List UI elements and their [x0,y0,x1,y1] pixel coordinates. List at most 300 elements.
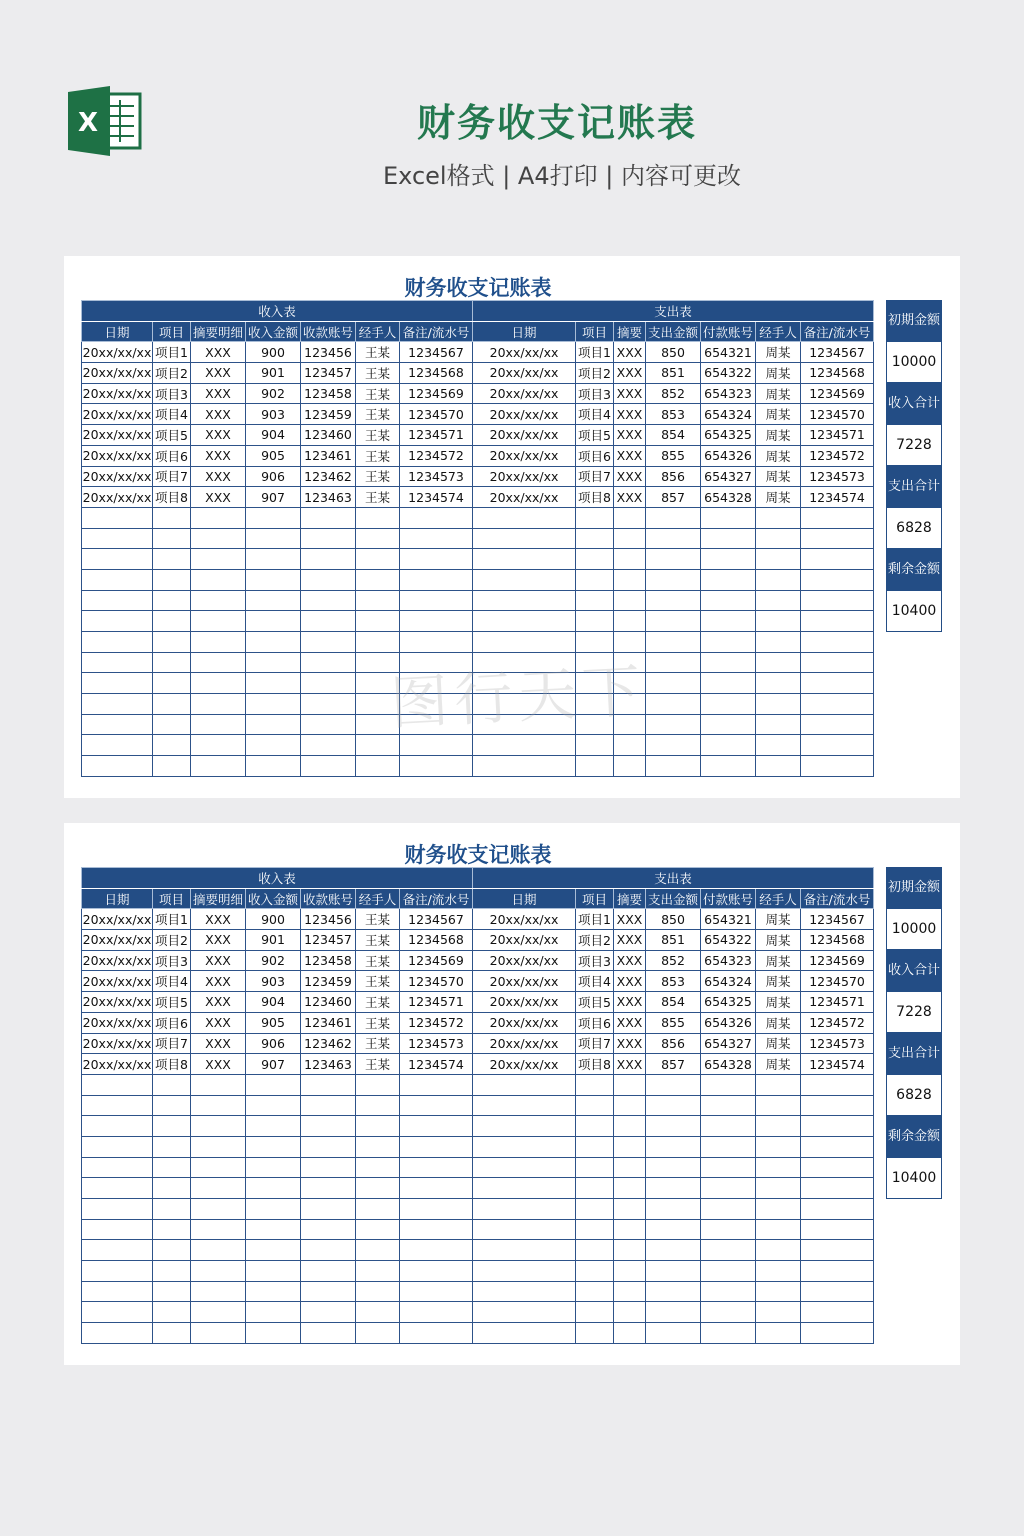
empty-cell[interactable] [473,1240,576,1261]
empty-cell[interactable] [153,549,191,570]
expense-cell[interactable]: 项目4 [576,404,614,425]
empty-cell[interactable] [356,528,400,549]
income-cell[interactable]: 王某 [356,971,400,992]
expense-cell[interactable]: 周某 [756,950,801,971]
empty-cell[interactable] [356,1302,400,1323]
income-cell[interactable]: 900 [246,342,301,363]
income-cell[interactable]: 20xx/xx/xx [82,466,153,487]
income-cell[interactable]: 王某 [356,909,400,930]
expense-cell[interactable]: 20xx/xx/xx [473,445,576,466]
empty-cell[interactable] [701,1157,756,1178]
income-cell[interactable]: 王某 [356,342,400,363]
empty-cell[interactable] [701,569,756,590]
empty-cell[interactable] [614,611,646,632]
expense-cell[interactable]: 654323 [701,383,756,404]
empty-cell[interactable] [301,1261,356,1282]
empty-cell[interactable] [82,1157,153,1178]
expense-cell[interactable]: 1234572 [801,1012,874,1033]
empty-cell[interactable] [473,735,576,756]
income-cell[interactable]: 1234574 [400,1054,473,1075]
expense-cell[interactable]: 1234573 [801,1033,874,1054]
expense-cell[interactable]: XXX [614,404,646,425]
empty-cell[interactable] [400,756,473,777]
empty-cell[interactable] [301,1157,356,1178]
empty-cell[interactable] [191,1095,246,1116]
income-cell[interactable]: 20xx/xx/xx [82,363,153,384]
empty-cell[interactable] [246,528,301,549]
income-cell[interactable]: 901 [246,930,301,951]
income-cell[interactable]: 905 [246,1012,301,1033]
empty-cell[interactable] [576,611,614,632]
empty-cell[interactable] [191,507,246,528]
empty-cell[interactable] [756,1302,801,1323]
expense-cell[interactable]: 20xx/xx/xx [473,383,576,404]
expense-cell[interactable]: 855 [646,445,701,466]
expense-cell[interactable]: XXX [614,363,646,384]
empty-cell[interactable] [646,1157,701,1178]
expense-cell[interactable]: 20xx/xx/xx [473,363,576,384]
income-cell[interactable]: 王某 [356,1012,400,1033]
empty-cell[interactable] [246,1157,301,1178]
empty-cell[interactable] [246,1240,301,1261]
empty-cell[interactable] [646,652,701,673]
income-cell[interactable]: 王某 [356,363,400,384]
expense-cell[interactable]: 项目1 [576,909,614,930]
empty-cell[interactable] [576,590,614,611]
empty-cell[interactable] [301,549,356,570]
expense-cell[interactable]: 项目7 [576,1033,614,1054]
empty-cell[interactable] [576,1178,614,1199]
expense-cell[interactable]: 1234567 [801,342,874,363]
expense-cell[interactable]: XXX [614,971,646,992]
empty-cell[interactable] [82,1219,153,1240]
income-cell[interactable]: 1234567 [400,909,473,930]
income-cell[interactable]: 王某 [356,425,400,446]
empty-cell[interactable] [646,1219,701,1240]
empty-cell[interactable] [246,1219,301,1240]
expense-cell[interactable]: 项目6 [576,445,614,466]
empty-cell[interactable] [756,1323,801,1344]
empty-cell[interactable] [801,652,874,673]
empty-cell[interactable] [246,1323,301,1344]
empty-cell[interactable] [801,1302,874,1323]
income-cell[interactable]: 123457 [301,363,356,384]
empty-cell[interactable] [82,611,153,632]
empty-cell[interactable] [356,1095,400,1116]
empty-cell[interactable] [356,1323,400,1344]
income-cell[interactable]: 903 [246,404,301,425]
empty-cell[interactable] [246,673,301,694]
summary-value[interactable]: 10400 [886,1158,942,1199]
empty-cell[interactable] [82,694,153,715]
empty-cell[interactable] [246,714,301,735]
empty-cell[interactable] [400,569,473,590]
expense-cell[interactable]: 654322 [701,363,756,384]
empty-cell[interactable] [473,1261,576,1282]
income-cell[interactable]: 20xx/xx/xx [82,930,153,951]
income-cell[interactable]: 1234573 [400,466,473,487]
expense-cell[interactable]: 项目4 [576,971,614,992]
expense-cell[interactable]: 周某 [756,1054,801,1075]
empty-cell[interactable] [801,1074,874,1095]
empty-cell[interactable] [400,1281,473,1302]
empty-cell[interactable] [614,1116,646,1137]
expense-cell[interactable]: 1234572 [801,445,874,466]
empty-cell[interactable] [646,673,701,694]
empty-cell[interactable] [614,1178,646,1199]
expense-cell[interactable]: 项目8 [576,1054,614,1075]
expense-cell[interactable]: 654328 [701,1054,756,1075]
empty-cell[interactable] [356,1281,400,1302]
income-cell[interactable]: XXX [191,342,246,363]
expense-cell[interactable]: 852 [646,950,701,971]
empty-cell[interactable] [301,1302,356,1323]
expense-cell[interactable]: 20xx/xx/xx [473,1054,576,1075]
empty-cell[interactable] [356,1219,400,1240]
empty-cell[interactable] [191,714,246,735]
income-cell[interactable]: 123459 [301,971,356,992]
empty-cell[interactable] [82,1323,153,1344]
empty-cell[interactable] [646,1323,701,1344]
empty-cell[interactable] [801,569,874,590]
expense-cell[interactable]: 1234568 [801,930,874,951]
empty-cell[interactable] [756,632,801,653]
empty-cell[interactable] [246,569,301,590]
empty-cell[interactable] [246,590,301,611]
empty-cell[interactable] [301,756,356,777]
empty-cell[interactable] [801,1178,874,1199]
empty-cell[interactable] [756,1074,801,1095]
summary-value[interactable]: 10000 [886,909,942,950]
empty-cell[interactable] [646,1074,701,1095]
empty-cell[interactable] [646,735,701,756]
expense-cell[interactable]: 853 [646,971,701,992]
empty-cell[interactable] [473,1323,576,1344]
empty-cell[interactable] [756,735,801,756]
summary-value[interactable]: 7228 [886,425,942,466]
empty-cell[interactable] [576,1199,614,1220]
empty-cell[interactable] [756,694,801,715]
empty-cell[interactable] [153,1157,191,1178]
empty-cell[interactable] [356,1136,400,1157]
expense-cell[interactable]: 项目3 [576,950,614,971]
empty-cell[interactable] [301,714,356,735]
empty-cell[interactable] [701,714,756,735]
expense-cell[interactable]: 852 [646,383,701,404]
income-cell[interactable]: 项目8 [153,487,191,508]
expense-cell[interactable]: 20xx/xx/xx [473,1012,576,1033]
empty-cell[interactable] [614,1302,646,1323]
income-cell[interactable]: 王某 [356,1054,400,1075]
empty-cell[interactable] [756,1281,801,1302]
empty-cell[interactable] [756,1199,801,1220]
income-cell[interactable]: 123462 [301,466,356,487]
empty-cell[interactable] [400,1199,473,1220]
empty-cell[interactable] [356,1157,400,1178]
empty-cell[interactable] [473,1095,576,1116]
empty-cell[interactable] [191,590,246,611]
income-cell[interactable]: 1234568 [400,363,473,384]
expense-cell[interactable]: 850 [646,342,701,363]
income-cell[interactable]: 项目2 [153,363,191,384]
income-cell[interactable]: 王某 [356,487,400,508]
income-cell[interactable]: XXX [191,404,246,425]
income-cell[interactable]: 123458 [301,950,356,971]
income-cell[interactable]: 王某 [356,1033,400,1054]
empty-cell[interactable] [301,1136,356,1157]
empty-cell[interactable] [400,1261,473,1282]
empty-cell[interactable] [701,1240,756,1261]
empty-cell[interactable] [701,632,756,653]
empty-cell[interactable] [153,569,191,590]
income-cell[interactable]: 1234571 [400,992,473,1013]
empty-cell[interactable] [801,507,874,528]
empty-cell[interactable] [153,1116,191,1137]
expense-cell[interactable]: 周某 [756,930,801,951]
income-cell[interactable]: XXX [191,1012,246,1033]
income-cell[interactable]: 1234574 [400,487,473,508]
expense-cell[interactable]: 857 [646,1054,701,1075]
empty-cell[interactable] [301,1219,356,1240]
expense-cell[interactable]: 项目5 [576,992,614,1013]
empty-cell[interactable] [246,735,301,756]
empty-cell[interactable] [576,1095,614,1116]
expense-cell[interactable]: 654328 [701,487,756,508]
empty-cell[interactable] [153,590,191,611]
empty-cell[interactable] [356,1240,400,1261]
empty-cell[interactable] [246,1178,301,1199]
empty-cell[interactable] [246,507,301,528]
empty-cell[interactable] [246,1281,301,1302]
expense-cell[interactable]: 857 [646,487,701,508]
empty-cell[interactable] [153,1302,191,1323]
empty-cell[interactable] [356,1261,400,1282]
empty-cell[interactable] [356,590,400,611]
empty-cell[interactable] [756,507,801,528]
income-cell[interactable]: 20xx/xx/xx [82,1012,153,1033]
empty-cell[interactable] [614,507,646,528]
empty-cell[interactable] [191,673,246,694]
empty-cell[interactable] [756,1178,801,1199]
empty-cell[interactable] [801,1261,874,1282]
empty-cell[interactable] [801,1136,874,1157]
empty-cell[interactable] [301,1281,356,1302]
expense-cell[interactable]: 20xx/xx/xx [473,466,576,487]
expense-cell[interactable]: 周某 [756,342,801,363]
empty-cell[interactable] [614,735,646,756]
income-cell[interactable]: 907 [246,1054,301,1075]
income-cell[interactable]: 20xx/xx/xx [82,342,153,363]
income-cell[interactable]: 20xx/xx/xx [82,487,153,508]
empty-cell[interactable] [473,1302,576,1323]
expense-cell[interactable]: XXX [614,1012,646,1033]
expense-cell[interactable]: XXX [614,909,646,930]
income-cell[interactable]: 20xx/xx/xx [82,1033,153,1054]
empty-cell[interactable] [82,1240,153,1261]
empty-cell[interactable] [246,1136,301,1157]
empty-cell[interactable] [701,1095,756,1116]
empty-cell[interactable] [473,1074,576,1095]
empty-cell[interactable] [801,756,874,777]
empty-cell[interactable] [576,528,614,549]
empty-cell[interactable] [473,756,576,777]
expense-cell[interactable]: 654327 [701,1033,756,1054]
expense-cell[interactable]: 周某 [756,425,801,446]
empty-cell[interactable] [576,1323,614,1344]
empty-cell[interactable] [82,528,153,549]
empty-cell[interactable] [191,569,246,590]
expense-cell[interactable]: 850 [646,909,701,930]
empty-cell[interactable] [576,1240,614,1261]
empty-cell[interactable] [191,1323,246,1344]
income-cell[interactable]: 1234567 [400,342,473,363]
empty-cell[interactable] [801,528,874,549]
empty-cell[interactable] [153,1074,191,1095]
empty-cell[interactable] [576,1281,614,1302]
empty-cell[interactable] [473,507,576,528]
expense-cell[interactable]: XXX [614,1054,646,1075]
empty-cell[interactable] [301,735,356,756]
empty-cell[interactable] [701,1116,756,1137]
income-cell[interactable]: XXX [191,487,246,508]
income-cell[interactable]: 904 [246,425,301,446]
empty-cell[interactable] [153,714,191,735]
empty-cell[interactable] [191,1178,246,1199]
empty-cell[interactable] [82,549,153,570]
empty-cell[interactable] [801,1116,874,1137]
empty-cell[interactable] [82,652,153,673]
empty-cell[interactable] [400,590,473,611]
empty-cell[interactable] [756,756,801,777]
income-cell[interactable]: 20xx/xx/xx [82,971,153,992]
empty-cell[interactable] [614,1219,646,1240]
empty-cell[interactable] [356,632,400,653]
income-cell[interactable]: 123461 [301,445,356,466]
empty-cell[interactable] [473,1116,576,1137]
empty-cell[interactable] [153,1136,191,1157]
income-cell[interactable]: 项目1 [153,342,191,363]
expense-cell[interactable]: 654321 [701,909,756,930]
empty-cell[interactable] [191,1199,246,1220]
empty-cell[interactable] [576,1157,614,1178]
empty-cell[interactable] [701,549,756,570]
empty-cell[interactable] [614,569,646,590]
income-cell[interactable]: 123463 [301,1054,356,1075]
empty-cell[interactable] [801,1240,874,1261]
empty-cell[interactable] [473,569,576,590]
empty-cell[interactable] [191,652,246,673]
empty-cell[interactable] [614,756,646,777]
empty-cell[interactable] [576,1116,614,1137]
empty-cell[interactable] [246,1116,301,1137]
empty-cell[interactable] [153,1281,191,1302]
empty-cell[interactable] [756,673,801,694]
empty-cell[interactable] [82,1302,153,1323]
empty-cell[interactable] [801,673,874,694]
expense-cell[interactable]: XXX [614,445,646,466]
empty-cell[interactable] [646,507,701,528]
expense-cell[interactable]: 周某 [756,383,801,404]
empty-cell[interactable] [701,1136,756,1157]
empty-cell[interactable] [701,1302,756,1323]
income-cell[interactable]: 900 [246,909,301,930]
income-cell[interactable]: 123459 [301,404,356,425]
income-cell[interactable]: 项目8 [153,1054,191,1075]
empty-cell[interactable] [646,611,701,632]
income-cell[interactable]: 123457 [301,930,356,951]
expense-cell[interactable]: 1234573 [801,466,874,487]
income-cell[interactable]: 123456 [301,909,356,930]
empty-cell[interactable] [356,569,400,590]
income-cell[interactable]: 1234570 [400,404,473,425]
income-cell[interactable]: 1234572 [400,1012,473,1033]
empty-cell[interactable] [646,756,701,777]
income-cell[interactable]: 项目3 [153,383,191,404]
income-cell[interactable]: 20xx/xx/xx [82,425,153,446]
empty-cell[interactable] [646,1178,701,1199]
expense-cell[interactable]: XXX [614,342,646,363]
empty-cell[interactable] [301,590,356,611]
summary-value[interactable]: 10400 [886,591,942,632]
empty-cell[interactable] [646,1199,701,1220]
empty-cell[interactable] [400,507,473,528]
empty-cell[interactable] [246,1095,301,1116]
empty-cell[interactable] [301,673,356,694]
empty-cell[interactable] [576,1261,614,1282]
expense-cell[interactable]: 周某 [756,445,801,466]
empty-cell[interactable] [356,1116,400,1137]
expense-cell[interactable]: 周某 [756,404,801,425]
empty-cell[interactable] [153,1199,191,1220]
empty-cell[interactable] [614,528,646,549]
empty-cell[interactable] [301,1116,356,1137]
empty-cell[interactable] [400,1116,473,1137]
income-cell[interactable]: 123460 [301,425,356,446]
empty-cell[interactable] [356,507,400,528]
empty-cell[interactable] [400,549,473,570]
empty-cell[interactable] [400,1074,473,1095]
empty-cell[interactable] [646,714,701,735]
empty-cell[interactable] [473,1178,576,1199]
income-cell[interactable]: 王某 [356,466,400,487]
expense-cell[interactable]: 1234571 [801,992,874,1013]
empty-cell[interactable] [191,1302,246,1323]
empty-cell[interactable] [153,1261,191,1282]
empty-cell[interactable] [246,611,301,632]
income-cell[interactable]: 项目7 [153,1033,191,1054]
empty-cell[interactable] [801,1157,874,1178]
income-cell[interactable]: XXX [191,992,246,1013]
empty-cell[interactable] [246,549,301,570]
expense-cell[interactable]: XXX [614,466,646,487]
empty-cell[interactable] [614,1281,646,1302]
income-cell[interactable]: 905 [246,445,301,466]
empty-cell[interactable] [701,1199,756,1220]
empty-cell[interactable] [701,1323,756,1344]
income-cell[interactable]: 项目1 [153,909,191,930]
empty-cell[interactable] [82,1178,153,1199]
income-cell[interactable]: XXX [191,909,246,930]
empty-cell[interactable] [153,1219,191,1240]
income-cell[interactable]: 王某 [356,950,400,971]
empty-cell[interactable] [614,1199,646,1220]
expense-cell[interactable]: 1234570 [801,971,874,992]
empty-cell[interactable] [646,1261,701,1282]
empty-cell[interactable] [701,735,756,756]
empty-cell[interactable] [153,1095,191,1116]
empty-cell[interactable] [400,528,473,549]
empty-cell[interactable] [82,507,153,528]
